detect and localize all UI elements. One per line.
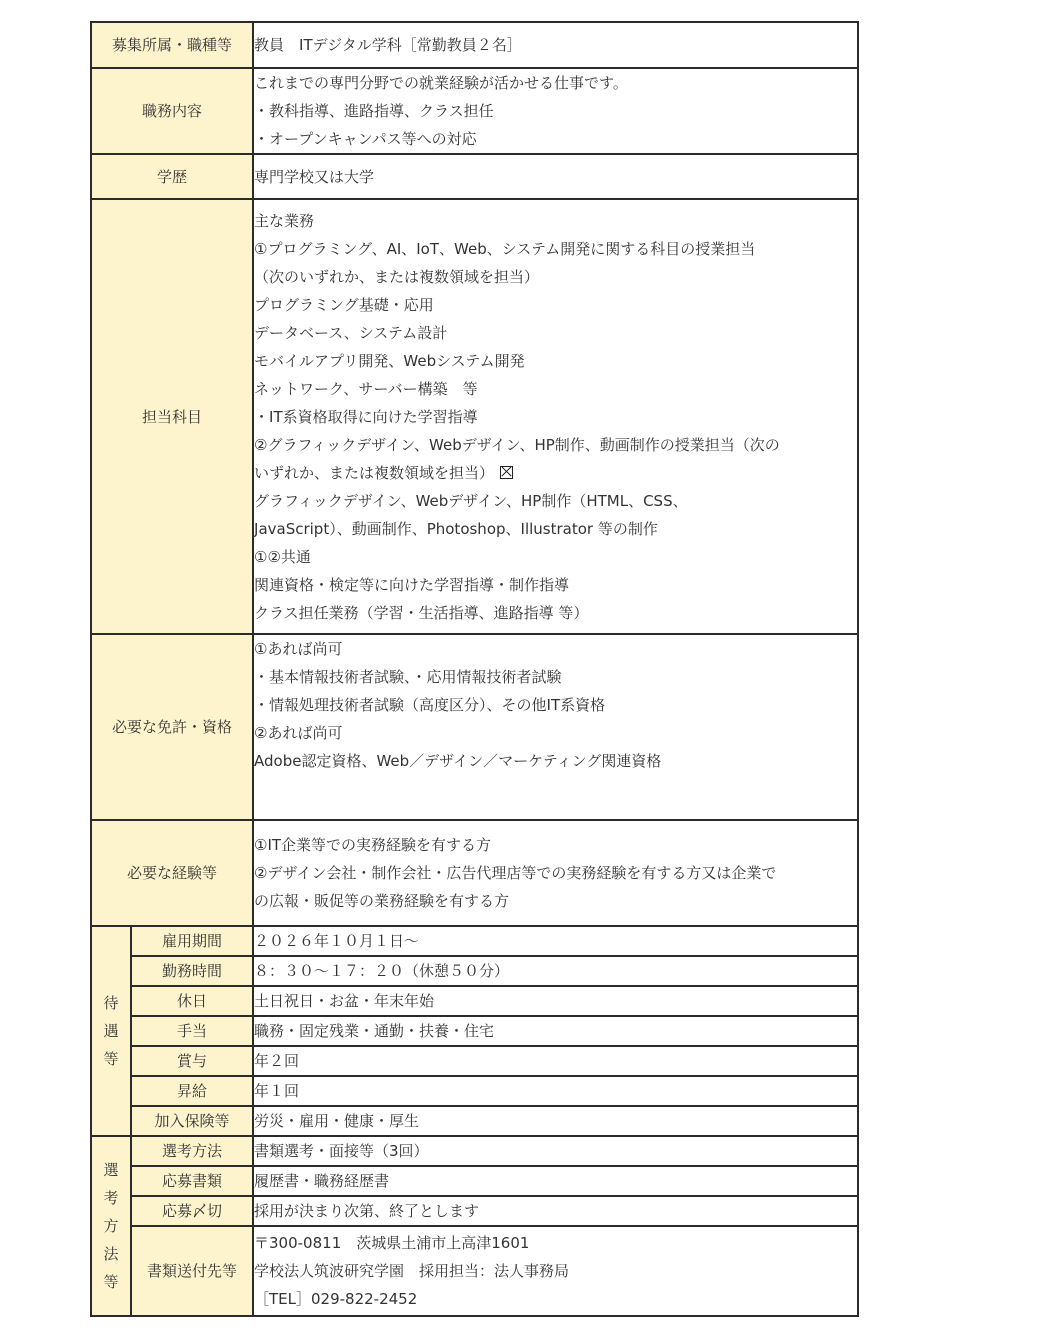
recruitment-table xyxy=(90,21,857,1317)
licenses-label: 必要な免許・資格 xyxy=(91,634,253,820)
selection-group-char: 等 xyxy=(103,1273,119,1291)
licenses-line: Adobe認定資格、Web／デザイン／マーケティング関連資格 xyxy=(254,752,662,770)
recruitment-value: 教員 ITデジタル学科［常勤教員２名］ xyxy=(253,22,858,68)
education-value: 専門学校又は大学 xyxy=(253,154,858,199)
treatment-group-label xyxy=(91,926,131,1136)
row-deadline xyxy=(91,1196,858,1226)
experience-line: ②デザイン会社・制作会社・広告代理店等での実務経験を有する方又は企業で xyxy=(254,864,777,882)
treatment-group-char: 等 xyxy=(103,1050,119,1068)
application-documents-value: 履歴書・職務経歴書 xyxy=(253,1166,858,1196)
row-allowances xyxy=(91,1016,858,1046)
subjects-line-text: いずれか、または複数領域を担当） xyxy=(254,463,495,482)
crossed-box-icon xyxy=(500,466,513,479)
subjects-label: 担当科目 xyxy=(91,199,253,634)
duties-line: ・教科指導、進路指導、クラス担任 xyxy=(254,102,494,120)
row-experience xyxy=(91,820,858,926)
subjects-line: ①②共通 xyxy=(254,547,311,566)
row-application-documents xyxy=(91,1166,858,1196)
duties-line: ・オープンキャンパス等への対応 xyxy=(254,130,477,148)
application-documents-label: 応募書類 xyxy=(131,1166,253,1196)
licenses-line: ・情報処理技術者試験（高度区分）、その他IT系資格 xyxy=(254,696,606,714)
raise-label: 昇給 xyxy=(131,1076,253,1106)
subjects-line: プログラミング基礎・応用 xyxy=(254,295,434,314)
job-info-table xyxy=(90,21,859,1317)
subjects-line: （次のいずれか、または複数領域を担当） xyxy=(254,267,540,286)
row-insurance xyxy=(91,1106,858,1136)
subjects-line: 関連資格・検定等に向けた学習指導・制作指導 xyxy=(254,575,570,594)
row-licenses xyxy=(91,634,858,820)
insurance-value: 労災・雇用・健康・厚生 xyxy=(253,1106,858,1136)
raise-value: 年１回 xyxy=(253,1076,858,1106)
employment-period-value: ２０２６年１０月１日～ xyxy=(253,926,858,956)
subjects-line: モバイルアプリ開発、Webシステム開発 xyxy=(254,351,525,370)
selection-group-char: 選 xyxy=(103,1161,119,1179)
experience-value xyxy=(253,820,858,926)
address-line: 学校法人筑波研究学園 採用担当：法人事務局 xyxy=(254,1262,570,1280)
subjects-line: グラフィックデザイン、Webデザイン、HP制作（HTML、CSS、 xyxy=(254,491,688,510)
row-subjects xyxy=(91,199,858,634)
education-label: 学歴 xyxy=(91,154,253,199)
row-employment-period xyxy=(91,926,858,956)
selection-method-label: 選考方法 xyxy=(131,1136,253,1166)
subjects-line: ①プログラミング、AI、IoT、Web、システム開発に関する科目の授業担当 xyxy=(254,239,756,258)
row-bonus xyxy=(91,1046,858,1076)
selection-group-label xyxy=(91,1136,131,1316)
licenses-line: ・基本情報技術者試験、・応用情報技術者試験 xyxy=(254,668,562,686)
row-working-hours xyxy=(91,956,858,986)
deadline-value: 採用が決まり次第、終了とします xyxy=(253,1196,858,1226)
row-raise xyxy=(91,1076,858,1106)
subjects-line: 主な業務 xyxy=(254,211,315,230)
mailing-address-value xyxy=(253,1226,858,1316)
subjects-line-with-box xyxy=(254,459,857,487)
allowances-value: 職務・固定残業・通勤・扶養・住宅 xyxy=(253,1016,858,1046)
holidays-label: 休日 xyxy=(131,986,253,1016)
deadline-label: 応募〆切 xyxy=(131,1196,253,1226)
mailing-address-label: 書類送付先等 xyxy=(131,1226,253,1316)
row-selection-method xyxy=(91,1136,858,1166)
licenses-line: ①あれば尚可 xyxy=(254,640,343,658)
duties-line: これまでの専門分野での就業経験が活かせる仕事です。 xyxy=(254,74,628,92)
selection-group-char: 方 xyxy=(103,1217,119,1235)
treatment-group-char: 待 xyxy=(103,994,119,1012)
selection-group-char: 法 xyxy=(103,1245,119,1263)
experience-line: の広報・販促等の業務経験を有する方 xyxy=(254,892,510,910)
subjects-value xyxy=(253,199,858,634)
duties-value xyxy=(253,68,858,154)
selection-method-value: 書類選考・面接等（3回） xyxy=(253,1136,858,1166)
duties-label: 職務内容 xyxy=(91,68,253,154)
address-line: ［TEL］029-822-2452 xyxy=(254,1290,418,1308)
licenses-line: ②あれば尚可 xyxy=(254,724,343,742)
bonus-value: 年２回 xyxy=(253,1046,858,1076)
working-hours-label: 勤務時間 xyxy=(131,956,253,986)
row-education xyxy=(91,154,858,199)
working-hours-value: ８：３０～１７：２０（休憩５０分） xyxy=(253,956,858,986)
insurance-label: 加入保険等 xyxy=(131,1106,253,1136)
row-duties xyxy=(91,68,858,154)
selection-group-char: 考 xyxy=(103,1189,119,1207)
row-mailing-address xyxy=(91,1226,858,1316)
subjects-line: ②グラフィックデザイン、Webデザイン、HP制作、動画制作の授業担当（次の xyxy=(254,435,780,454)
row-holidays xyxy=(91,986,858,1016)
recruitment-label: 募集所属・職種等 xyxy=(91,22,253,68)
bonus-label: 賞与 xyxy=(131,1046,253,1076)
subjects-line: クラス担任業務（学習・生活指導、進路指導 等） xyxy=(254,603,589,622)
row-recruitment xyxy=(91,22,858,68)
treatment-group-char: 遇 xyxy=(103,1022,119,1040)
subjects-line: ネットワーク、サーバー構築 等 xyxy=(254,379,478,398)
licenses-value xyxy=(253,634,858,820)
employment-period-label: 雇用期間 xyxy=(131,926,253,956)
subjects-line: ・IT系資格取得に向けた学習指導 xyxy=(254,407,478,426)
holidays-value: 土日祝日・お盆・年末年始 xyxy=(253,986,858,1016)
address-line: 〒300-0811 茨城県土浦市上高津1601 xyxy=(254,1234,530,1252)
subjects-line: データベース、システム設計 xyxy=(254,323,448,342)
allowances-label: 手当 xyxy=(131,1016,253,1046)
experience-label: 必要な経験等 xyxy=(91,820,253,926)
experience-line: ①IT企業等での実務経験を有する方 xyxy=(254,836,492,854)
subjects-line: JavaScript）、動画制作、Photoshop、Illustrator 等の制作 xyxy=(254,519,658,538)
